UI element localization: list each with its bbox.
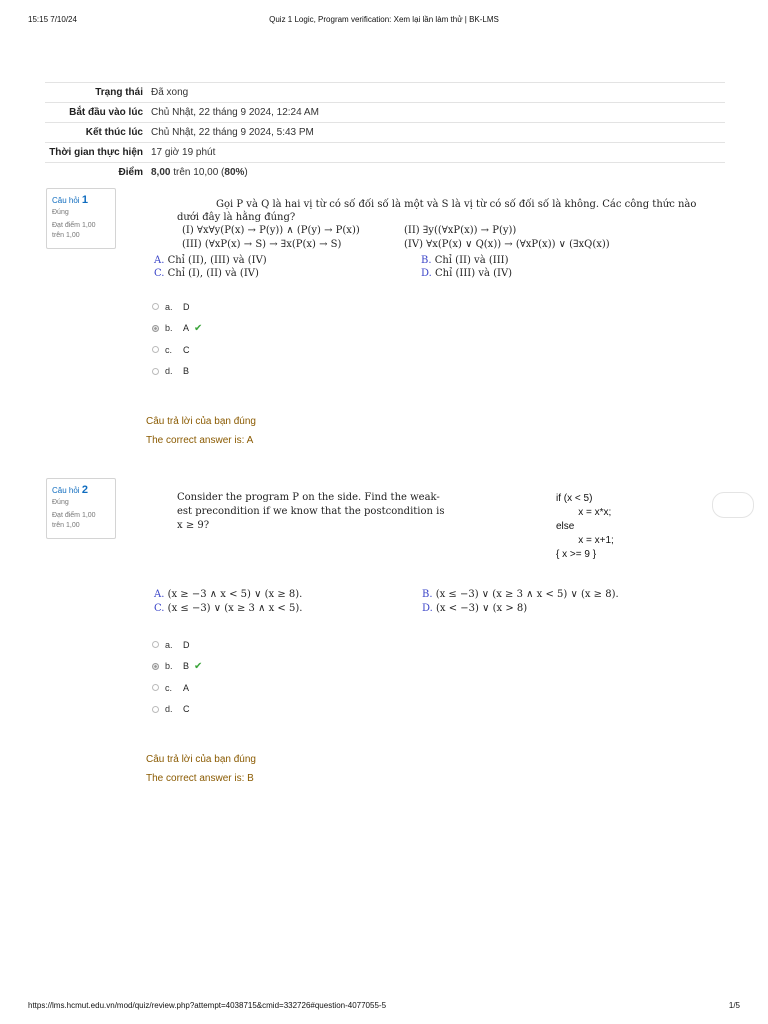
code-line: if (x < 5): [556, 493, 593, 504]
answer-option[interactable]: [152, 296, 202, 318]
question-index: 2: [81, 484, 88, 496]
score-percent: 80%: [224, 167, 245, 178]
question-number: [52, 194, 110, 206]
summary-value: [147, 163, 725, 183]
score-value: 8,00: [151, 167, 171, 178]
answer-value: B: [183, 366, 190, 377]
summary-label: Bắt đầu vào lúc: [45, 103, 147, 123]
option-b: [421, 255, 509, 266]
print-title: Quiz 1 Logic, Program verification: Xem lại lần làm thử | BK-LMS: [269, 15, 499, 24]
grade-line: Đạt điểm 1,00: [52, 512, 96, 519]
summary-label: Thời gian thực hiện: [45, 143, 147, 163]
grade-line: Đạt điểm 1,00: [52, 222, 96, 229]
summary-row: [45, 83, 725, 103]
correct-answer: The correct answer is: B: [146, 773, 254, 784]
answer-feedback: Câu trả lời của bạn đúng: [146, 416, 256, 427]
answer-key: a.: [165, 301, 173, 312]
answer-key: a.: [165, 639, 173, 650]
code-line: x = x*x;: [556, 507, 612, 518]
radio-icon[interactable]: [152, 303, 159, 310]
question-prefix: Câu hỏi: [52, 196, 80, 205]
radio-icon[interactable]: [152, 346, 159, 353]
question-1-text-line2: dưới đây là hằng đúng?: [177, 212, 296, 223]
question-2-info: [46, 478, 116, 539]
answer-list: [152, 634, 202, 720]
option-text: (x ≤ −3) ∨ (x ≥ 3 ∧ x < 5) ∨ (x ≥ 8).: [432, 589, 619, 600]
answer-option[interactable]: [152, 361, 202, 383]
summary-value: Chủ Nhật, 22 tháng 9 2024, 5:43 PM: [147, 123, 725, 143]
answer-option[interactable]: [152, 656, 202, 678]
option-letter: B.: [422, 589, 433, 600]
answer-option[interactable]: [152, 634, 202, 656]
summary-row: [45, 163, 725, 183]
program-code: [556, 492, 614, 562]
grade-line: trên 1,00: [52, 522, 80, 529]
score-total: trên 10,00 (: [170, 167, 225, 178]
radio-icon[interactable]: [152, 325, 159, 332]
option-text: Chỉ (III) và (IV): [431, 268, 513, 279]
question-1-info: [46, 188, 116, 249]
option-letter: A.: [154, 255, 165, 266]
answer-value: A: [183, 323, 190, 334]
radio-icon[interactable]: [152, 684, 159, 691]
answer-option[interactable]: [152, 699, 202, 721]
radio-icon[interactable]: [152, 641, 159, 648]
check-icon: ✔: [194, 322, 203, 334]
option-a: [154, 589, 302, 600]
summary-value: Chủ Nhật, 22 tháng 9 2024, 12:24 AM: [147, 103, 725, 123]
option-letter: C.: [154, 603, 165, 614]
answer-value: D: [183, 301, 190, 312]
code-line: x = x+1;: [556, 535, 614, 546]
question-2-text-line3: x ≥ 9?: [177, 520, 210, 531]
option-letter: A.: [154, 589, 165, 600]
question-grade: [52, 511, 110, 531]
answer-key: c.: [165, 682, 173, 693]
option-text: Chỉ (I), (II) và (IV): [164, 268, 259, 279]
correct-answer: The correct answer is: A: [146, 435, 254, 446]
radio-icon[interactable]: [152, 368, 159, 375]
question-2-text-line1: Consider the program P on the side. Find the weak-: [177, 492, 440, 503]
option-text: Chỉ (II) và (III): [431, 255, 509, 266]
print-url: https://lms.hcmut.edu.vn/mod/quiz/review.php?attempt=4038715&cmid=332726#question-4077055-5: [28, 1001, 387, 1010]
option-text: (x < −3) ∨ (x > 8): [432, 603, 528, 614]
answer-feedback: Câu trả lời của bạn đúng: [146, 754, 256, 765]
summary-value: 17 giờ 19 phút: [147, 143, 725, 163]
answer-key: b.: [165, 661, 173, 672]
answer-value: C: [183, 344, 190, 355]
question-state: Đúng: [52, 209, 69, 216]
option-a: [154, 255, 267, 266]
formula-2: (II) ∃y((∀xP(x)) → P(y)): [404, 225, 517, 236]
summary-row: [45, 143, 725, 163]
option-letter: C.: [154, 268, 165, 279]
score-close: ): [244, 167, 248, 178]
option-letter: D.: [422, 603, 433, 614]
question-1-text-line1: Gọi P và Q là hai vị từ có số đối số là một và S là vị từ có số đối số là không. Các công thức nào: [216, 199, 697, 210]
radio-icon[interactable]: [152, 663, 159, 670]
option-c: [154, 603, 302, 614]
option-letter: D.: [421, 268, 432, 279]
question-2-text-line2: est precondition if we know that the postcondition is: [177, 506, 445, 517]
option-d: [422, 603, 527, 614]
code-line: else: [556, 521, 575, 532]
answer-key: b.: [165, 323, 173, 334]
answer-option[interactable]: [152, 677, 202, 699]
answer-value: C: [183, 704, 190, 715]
question-state: Đúng: [52, 499, 69, 506]
attempt-summary-table: [45, 82, 725, 182]
check-icon: ✔: [194, 660, 203, 672]
option-text: Chỉ (II), (III) và (IV): [164, 255, 267, 266]
formula-1: (I) ∀x∀y(P(x) → P(y)) ∧ (P(y) → P(x)): [182, 225, 360, 236]
answer-value: A: [183, 682, 190, 693]
summary-row: [45, 103, 725, 123]
summary-label: Kết thúc lúc: [45, 123, 147, 143]
question-index: 1: [81, 194, 88, 206]
option-c: [154, 268, 259, 279]
answer-key: d.: [165, 704, 173, 715]
answer-key: c.: [165, 344, 173, 355]
option-d: [421, 268, 512, 279]
summary-label: Trạng thái: [45, 83, 147, 103]
answer-key: d.: [165, 366, 173, 377]
floating-toggle-button[interactable]: [712, 492, 754, 518]
option-text: (x ≥ −3 ∧ x < 5) ∨ (x ≥ 8).: [164, 589, 303, 600]
question-number: [52, 484, 110, 496]
question-grade: [52, 221, 110, 241]
question-prefix: Câu hỏi: [52, 486, 80, 495]
answer-option[interactable]: [152, 339, 202, 361]
answer-option[interactable]: [152, 318, 202, 340]
print-datetime: 15:15 7/10/24: [28, 15, 77, 24]
summary-label: Điểm: [45, 163, 147, 183]
answer-value: B: [183, 661, 190, 672]
answer-value: D: [183, 639, 190, 650]
summary-value: Đã xong: [147, 83, 725, 103]
option-text: (x ≤ −3) ∨ (x ≥ 3 ∧ x < 5).: [164, 603, 303, 614]
code-line: { x >= 9 }: [556, 549, 597, 560]
answer-list: [152, 296, 202, 382]
summary-row: [45, 123, 725, 143]
option-letter: B.: [421, 255, 432, 266]
page-number: 1/5: [728, 1001, 740, 1010]
radio-icon[interactable]: [152, 706, 159, 713]
formula-4: (IV) ∀x(P(x) ∨ Q(x)) → (∀xP(x)) ∨ (∃xQ(x)): [404, 239, 610, 250]
grade-line: trên 1,00: [52, 232, 80, 239]
formula-3: (III) (∀xP(x) → S) → ∃x(P(x) → S): [182, 239, 342, 250]
option-b: [422, 589, 619, 600]
